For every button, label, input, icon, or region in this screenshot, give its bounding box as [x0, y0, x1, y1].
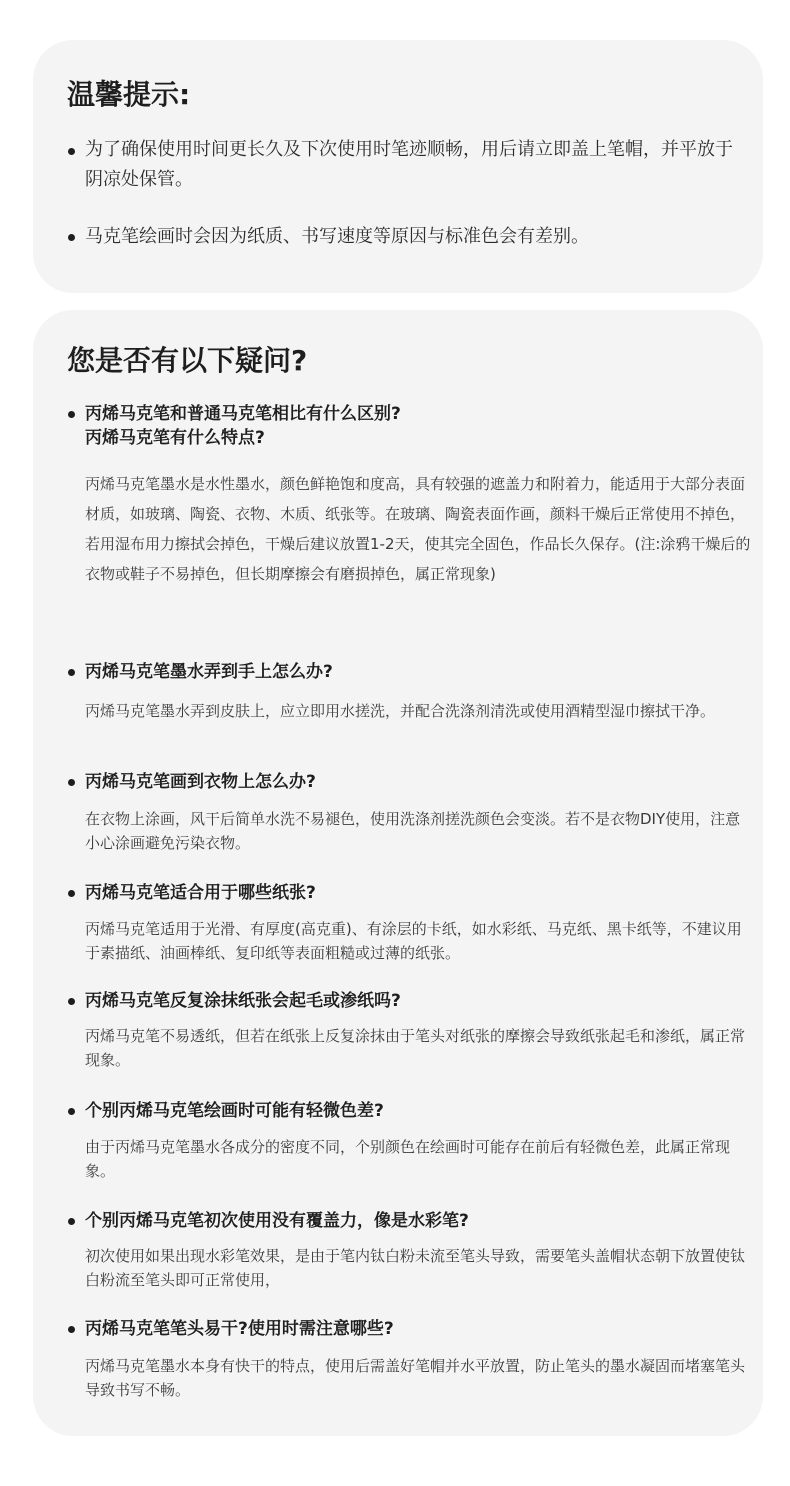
question-line: 丙烯马克笔笔头易干?使用时需注意哪些? [85, 1319, 394, 1339]
bullet-icon [68, 779, 75, 786]
tips-card [33, 40, 763, 293]
faq-question [85, 770, 745, 794]
faq-answer: 由于丙烯马克笔墨水各成分的密度不同，个别颜色在绘画时可能存在前后有轻微色差，此属正常现象。 [85, 1138, 731, 1180]
faq-question [85, 1099, 745, 1123]
faq-question [85, 402, 745, 450]
faq-answer: 丙烯马克笔墨水本身有快干的特点，使用后需盖好笔帽并水平放置，防止笔头的墨水凝固而堵塞笔头导致书写不畅。 [85, 1357, 746, 1399]
faq-title: 您是否有以下疑问? [67, 344, 308, 377]
question-line: 丙烯马克笔反复涂抹纸张会起毛或渗纸吗? [85, 991, 401, 1011]
bullet-icon [68, 1108, 75, 1115]
tips-title: 温馨提示: [67, 78, 191, 111]
faq-answer: 在衣物上涂画，风干后简单水洗不易褪色，使用洗涤剂搓洗颜色会变淡。若不是衣物DIY使用，注意小心涂画避免污染衣物。 [85, 810, 741, 852]
question-line: 丙烯马克笔适合用于哪些纸张? [85, 883, 316, 903]
question-line: 个别丙烯马克笔初次使用没有覆盖力，像是水彩笔? [85, 1211, 469, 1231]
bullet-icon [68, 890, 75, 897]
faq-question [85, 881, 745, 905]
faq-question [85, 660, 745, 684]
bullet-icon [68, 148, 75, 155]
faq-question [85, 1317, 745, 1341]
faq-answer: 丙烯马克笔不易透纸，但若在纸张上反复涂抹由于笔头对纸张的摩擦会导致纸张起毛和渗纸，属正常现象。 [85, 1027, 746, 1069]
question-line: 丙烯马克笔墨水弄到手上怎么办? [85, 662, 333, 682]
faq-answer: 丙烯马克笔墨水弄到皮肤上，应立即用水搓洗，并配合洗涤剂清洗或使用酒精型湿巾擦拭干净。 [85, 702, 716, 720]
bullet-icon [68, 1326, 75, 1333]
bullet-icon [68, 669, 75, 676]
bullet-icon [68, 234, 75, 241]
bullet-icon [68, 1218, 75, 1225]
faq-question [85, 989, 745, 1013]
tip-item: 为了确保使用时间更长久及下次使用时笔迹顺畅，用后请立即盖上笔帽，并平放于阴凉处保管。 [85, 139, 733, 190]
bullet-icon [68, 998, 75, 1005]
question-line: 丙烯马克笔和普通马克笔相比有什么区别? [85, 404, 401, 424]
faq-question [85, 1209, 745, 1233]
faq-answer: 初次使用如果出现水彩笔效果，是由于笔内钛白粉未流至笔头导致，需要笔头盖帽状态朝下放置使钛白粉流至笔头即可正常使用， [85, 1247, 746, 1289]
tip-item: 马克笔绘画时会因为纸质、书写速度等原因与标准色会有差别。 [85, 226, 589, 247]
question-line: 丙烯马克笔画到衣物上怎么办? [85, 772, 316, 792]
bullet-icon [68, 411, 75, 418]
question-line: 丙烯马克笔有什么特点? [85, 428, 265, 448]
faq-answer: 丙烯马克笔适用于光滑、有厚度(高克重)、有涂层的卡纸，如水彩纸、马克纸、黑卡纸等，不建议用于素描纸、油画棒纸、复印纸等表面粗糙或过薄的纸张。 [85, 920, 742, 962]
faq-answer: 丙烯马克笔墨水是水性墨水，颜色鲜艳饱和度高，具有较强的遮盖力和附着力，能适用于大部分表面材质，如玻璃、陶瓷、衣物、木质、纸张等。在玻璃、陶瓷表面作画，颜料干燥后正常使用不掉色，若用湿布用力擦拭会掉色，干燥后建议放置1-2天，使其完全固色，作品长久保存。(注:涂鸦干燥后的衣物或鞋子不易掉色，但长期摩擦会有磨损掉色，属正常现象) [85, 475, 751, 583]
question-line: 个别丙烯马克笔绘画时可能有轻微色差? [85, 1101, 384, 1121]
faq-card [33, 310, 763, 1436]
